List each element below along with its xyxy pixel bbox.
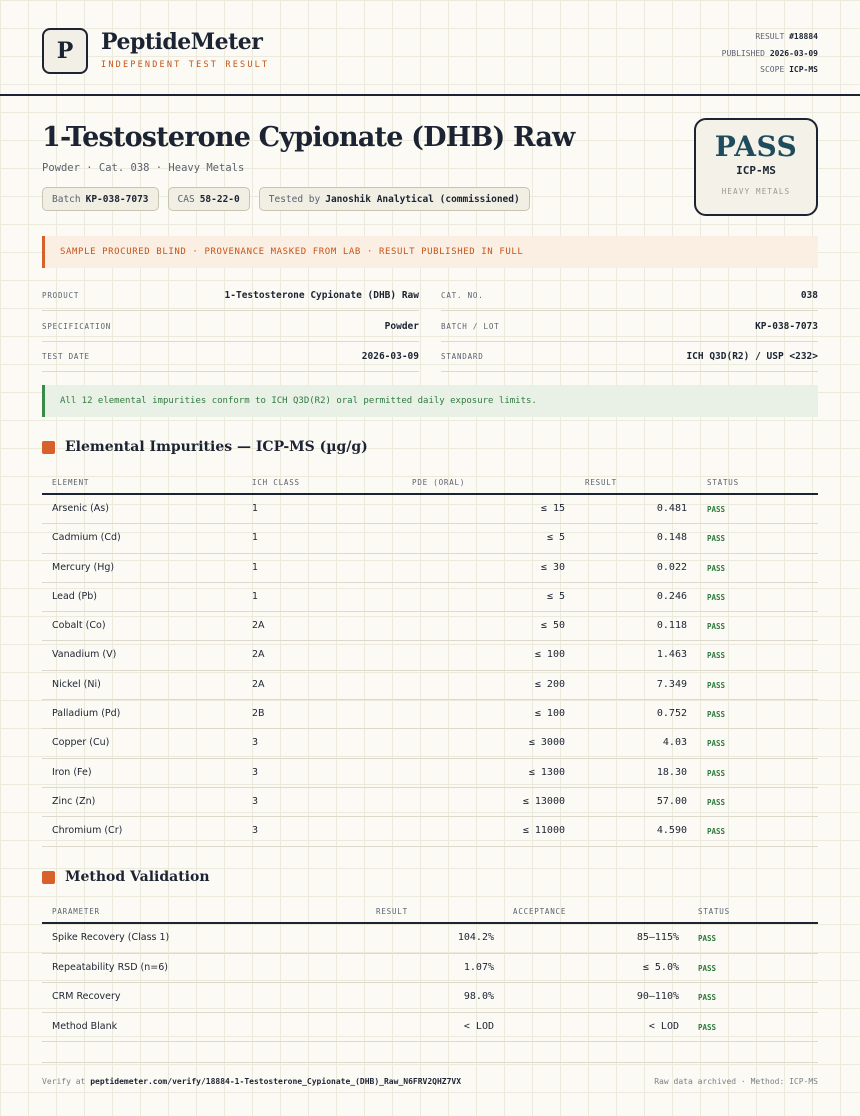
chip-value: KP-038-7073 bbox=[85, 193, 149, 205]
info-value: ICH Q3D(R2) / USP <232> bbox=[686, 351, 818, 362]
status-badge: PASS bbox=[707, 563, 726, 573]
table-row bbox=[42, 671, 818, 700]
result-value: 0.246 bbox=[656, 590, 687, 602]
table-header bbox=[42, 899, 818, 924]
verify-line bbox=[42, 1077, 461, 1086]
result-value: 104.2% bbox=[457, 932, 494, 943]
parameter-name: Spike Recovery (Class 1) bbox=[52, 932, 170, 943]
table-header bbox=[42, 470, 818, 495]
product-subtitle: Powder · Cat. 038 · Heavy Metals bbox=[42, 162, 245, 174]
product-title: 1-Testosterone Cypionate (DHB) Raw bbox=[42, 122, 575, 153]
status-badge: PASS bbox=[698, 993, 717, 1002]
verdict-word: PASS bbox=[714, 130, 798, 163]
result-value: 4.590 bbox=[656, 825, 687, 837]
acceptance-range: < LOD bbox=[648, 1020, 679, 1032]
provenance-notice: SAMPLE PROCURED BLIND · PROVENANCE MASKED FROM LAB · RESULT PUBLISHED IN FULL bbox=[42, 236, 818, 268]
info-standard bbox=[441, 342, 818, 372]
col-status: STATUS bbox=[698, 907, 730, 916]
verify-link[interactable]: peptidemeter.com/verify/18884-1-Testosterone_Cypionate_(DHB)_Raw_N6FRV2QHZ7VX bbox=[90, 1077, 462, 1086]
cas-chip bbox=[168, 187, 250, 211]
pde-limit: ≤ 5 bbox=[546, 532, 565, 544]
ich-class: 2A bbox=[252, 620, 265, 632]
batch-chip bbox=[42, 187, 159, 211]
ich-class: 2A bbox=[252, 649, 265, 661]
status-badge: PASS bbox=[698, 1022, 717, 1032]
element-name: Nickel (Ni) bbox=[52, 678, 101, 690]
info-value: 2026-03-09 bbox=[361, 351, 419, 362]
info-value: KP-038-7073 bbox=[755, 321, 818, 332]
result-value: 1.07% bbox=[463, 961, 494, 973]
table-row bbox=[42, 729, 818, 758]
chip-label: Batch bbox=[52, 193, 81, 205]
pde-limit: ≤ 11000 bbox=[522, 825, 565, 837]
table-row bbox=[42, 583, 818, 612]
status-badge: PASS bbox=[707, 710, 726, 720]
col-result: RESULT bbox=[376, 907, 408, 916]
ich-class: 1 bbox=[252, 561, 259, 573]
acceptance-range: ≤ 5.0% bbox=[642, 961, 679, 973]
scope-label: SCOPE bbox=[760, 65, 785, 74]
element-name: Mercury (Hg) bbox=[52, 561, 115, 573]
verify-label: Verify at bbox=[42, 1077, 86, 1086]
info-label: BATCH / LOT bbox=[441, 322, 500, 331]
info-batch-lot bbox=[441, 312, 818, 342]
ich-class: 3 bbox=[252, 795, 259, 807]
info-test-date bbox=[42, 342, 419, 372]
pde-limit: ≤ 30 bbox=[540, 561, 565, 573]
pde-limit: ≤ 15 bbox=[540, 503, 565, 514]
table-row bbox=[42, 524, 818, 553]
info-value: 1-Testosterone Cypionate (DHB) Raw bbox=[224, 290, 419, 301]
status-badge: PASS bbox=[707, 505, 726, 514]
col-ich-class: ICH CLASS bbox=[252, 478, 300, 487]
element-name: Zinc (Zn) bbox=[52, 795, 96, 807]
col-status: STATUS bbox=[707, 478, 739, 487]
ich-class: 3 bbox=[252, 825, 259, 837]
info-label: PRODUCT bbox=[42, 291, 80, 300]
impurities-table bbox=[42, 470, 818, 847]
brand-tagline: INDEPENDENT TEST RESULT bbox=[101, 60, 270, 70]
pde-limit: ≤ 100 bbox=[534, 708, 565, 720]
ich-class: 1 bbox=[252, 503, 259, 514]
table-row bbox=[42, 554, 818, 583]
info-label: TEST DATE bbox=[42, 352, 90, 361]
info-value: Powder bbox=[384, 321, 419, 332]
validation-section-head bbox=[42, 869, 210, 885]
col-acceptance: ACCEPTANCE bbox=[513, 907, 567, 916]
status-badge: PASS bbox=[707, 827, 726, 837]
result-value: 7.349 bbox=[656, 678, 687, 690]
result-value: 98.0% bbox=[463, 991, 494, 1002]
parameter-name: CRM Recovery bbox=[52, 991, 121, 1002]
verdict-method: ICP-MS bbox=[736, 164, 776, 177]
ich-class: 1 bbox=[252, 590, 259, 602]
element-name: Vanadium (V) bbox=[52, 649, 117, 661]
pde-limit: ≤ 100 bbox=[534, 649, 565, 661]
element-name: Chromium (Cr) bbox=[52, 825, 123, 837]
product-chips bbox=[42, 187, 530, 211]
validation-title: Method Validation bbox=[65, 869, 210, 885]
result-value: 0.118 bbox=[656, 620, 687, 632]
pde-limit: ≤ 13000 bbox=[522, 795, 565, 807]
info-value: 038 bbox=[800, 290, 818, 301]
status-badge: PASS bbox=[707, 534, 726, 544]
status-badge: PASS bbox=[707, 680, 726, 690]
info-product bbox=[42, 281, 419, 311]
chip-label: Tested by bbox=[268, 193, 321, 205]
element-name: Palladium (Pd) bbox=[52, 708, 121, 720]
section-marker-icon bbox=[42, 441, 55, 454]
tested-by-chip bbox=[259, 187, 530, 211]
result-value: 0.148 bbox=[656, 532, 687, 544]
table-row bbox=[42, 759, 818, 788]
validation-table bbox=[42, 899, 818, 1042]
element-name: Copper (Cu) bbox=[52, 737, 110, 749]
status-badge: PASS bbox=[707, 768, 726, 778]
published-label: PUBLISHED bbox=[721, 48, 765, 58]
col-parameter: PARAMETER bbox=[52, 907, 100, 916]
table-row bbox=[42, 495, 818, 524]
element-name: Cobalt (Co) bbox=[52, 620, 106, 632]
pde-limit: ≤ 3000 bbox=[528, 737, 565, 749]
col-pde: PDE (ORAL) bbox=[412, 478, 466, 487]
status-badge: PASS bbox=[707, 739, 726, 749]
col-element: ELEMENT bbox=[52, 478, 90, 487]
status-badge: PASS bbox=[707, 592, 726, 602]
element-name: Lead (Pb) bbox=[52, 590, 98, 602]
ich-class: 2B bbox=[252, 708, 265, 720]
brand-name: PeptideMeter bbox=[101, 29, 263, 55]
table-row bbox=[42, 788, 818, 817]
chip-value: 58-22-0 bbox=[199, 193, 240, 205]
ich-class: 2A bbox=[252, 678, 265, 690]
scope-value: ICP-MS bbox=[789, 65, 818, 74]
ich-class: 3 bbox=[252, 766, 259, 778]
table-row bbox=[42, 924, 818, 954]
status-badge: PASS bbox=[698, 934, 717, 943]
conformity-notice: All 12 elemental impurities conform to ICH Q3D(R2) oral permitted daily exposure limits. bbox=[42, 385, 818, 417]
table-row bbox=[42, 954, 818, 984]
result-meta bbox=[722, 29, 818, 79]
element-name: Iron (Fe) bbox=[52, 766, 92, 778]
table-row bbox=[42, 1013, 818, 1043]
ich-class: 1 bbox=[252, 532, 259, 544]
info-label: SPECIFICATION bbox=[42, 322, 112, 331]
info-label: STANDARD bbox=[441, 352, 484, 361]
brand-logo: P bbox=[42, 28, 88, 74]
impurities-title: Elemental Impurities — ICP-MS (µg/g) bbox=[65, 439, 368, 455]
status-badge: PASS bbox=[707, 797, 726, 807]
result-value: 18.30 bbox=[656, 766, 687, 778]
info-label: CAT. NO. bbox=[441, 291, 484, 300]
status-badge: PASS bbox=[698, 963, 717, 973]
col-result: RESULT bbox=[585, 478, 617, 487]
result-label: RESULT bbox=[755, 32, 785, 41]
table-row bbox=[42, 700, 818, 729]
verdict-badge bbox=[694, 118, 818, 216]
ich-class: 3 bbox=[252, 737, 259, 749]
archive-note: Raw data archived · Method: ICP-MS bbox=[654, 1077, 818, 1086]
published-date: 2026-03-09 bbox=[769, 48, 818, 58]
result-value: < LOD bbox=[463, 1020, 494, 1032]
result-value: 0.752 bbox=[656, 708, 687, 720]
status-badge: PASS bbox=[707, 651, 726, 661]
result-value: 4.03 bbox=[662, 737, 687, 749]
acceptance-range: 85–115% bbox=[636, 932, 679, 943]
info-specification bbox=[42, 312, 419, 342]
verdict-category: HEAVY METALS bbox=[721, 187, 791, 196]
report-header bbox=[0, 0, 860, 96]
element-name: Cadmium (Cd) bbox=[52, 532, 121, 544]
table-row bbox=[42, 612, 818, 641]
result-value: 0.022 bbox=[656, 561, 687, 573]
impurities-section-head bbox=[42, 439, 368, 455]
parameter-name: Repeatability RSD (n=6) bbox=[52, 961, 168, 973]
section-marker-icon bbox=[42, 871, 55, 884]
pde-limit: ≤ 5 bbox=[546, 590, 565, 602]
table-row bbox=[42, 983, 818, 1013]
status-badge: PASS bbox=[707, 622, 726, 632]
pde-limit: ≤ 200 bbox=[534, 678, 565, 690]
info-cat-no bbox=[441, 281, 818, 311]
result-value: 1.463 bbox=[656, 649, 687, 661]
pde-limit: ≤ 50 bbox=[540, 620, 565, 632]
chip-value: Janoshik Analytical (commissioned) bbox=[325, 193, 520, 205]
result-value: 57.00 bbox=[656, 795, 687, 807]
table-row bbox=[42, 641, 818, 670]
chip-label: CAS bbox=[177, 193, 195, 205]
parameter-name: Method Blank bbox=[52, 1020, 118, 1032]
result-value: 0.481 bbox=[656, 503, 687, 514]
acceptance-range: 90–110% bbox=[636, 991, 679, 1002]
table-row bbox=[42, 817, 818, 846]
result-number: #18884 bbox=[789, 32, 818, 41]
report-footer bbox=[42, 1062, 818, 1086]
element-name: Arsenic (As) bbox=[52, 503, 109, 514]
pde-limit: ≤ 1300 bbox=[528, 766, 565, 778]
